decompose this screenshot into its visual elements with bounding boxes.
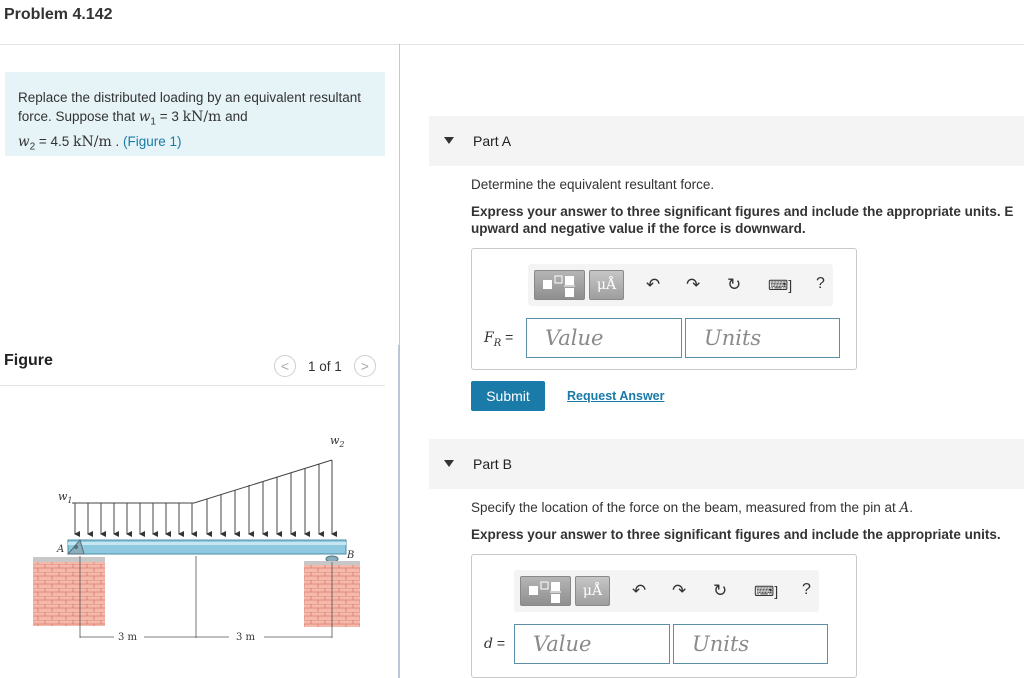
figure-page-count: 1 of 1 [308,358,342,374]
label-a: A [57,544,65,555]
help-icon[interactable]: ? [816,275,825,292]
redo-icon[interactable]: ↷ [672,581,687,600]
templates-icon [535,271,586,301]
problem-statement [5,72,385,156]
dim-label-2: 3 m [236,632,256,643]
part-a-answer-box [471,248,857,370]
part-a-instruction-2: upward and negative value if the force is downward. [471,221,806,236]
keyboard-icon[interactable]: ⌨] [768,277,793,293]
reset-icon[interactable]: ↻ [713,581,728,600]
header-divider [0,44,1024,45]
part-b-toolbar [514,570,819,612]
part-a-label: Part A [473,133,512,149]
undo-icon[interactable]: ↶ [632,581,647,600]
figure-pager [274,353,376,379]
next-figure-button[interactable]: > [354,355,376,377]
help-icon[interactable]: ? [802,581,811,598]
left-wall [33,562,105,626]
d-value-input[interactable]: Value [514,624,670,664]
redo-icon[interactable]: ↷ [686,275,701,294]
figure-divider [0,385,385,386]
w1-label: $w_1$ [58,490,73,505]
part-b-label: Part B [473,456,512,472]
part-b-header[interactable] [429,439,1024,489]
templates-button[interactable] [520,576,571,606]
templates-button[interactable] [534,270,585,300]
submit-button[interactable]: Submit [471,381,545,411]
d-units-input[interactable]: Units [673,624,828,664]
part-b-question: Specify the location of the force on the beam, measured from the pin at A. [471,500,914,516]
problem-title: Problem 4.142 [4,6,113,23]
reset-icon[interactable]: ↻ [727,275,742,294]
collapse-icon [444,137,454,144]
units-button[interactable]: μÅ [589,270,624,300]
keyboard-icon[interactable]: ⌨] [754,583,779,599]
d-label: d = [484,635,506,652]
figure-title: Figure [4,352,53,369]
units-button[interactable]: μÅ [575,576,610,606]
part-b-answer-box [471,554,857,678]
w2-label: $w_2$ [330,434,345,449]
fr-value-input[interactable]: Value [526,318,682,358]
part-a-header[interactable] [429,116,1024,166]
prev-figure-button[interactable]: < [274,355,296,377]
part-b-instruction: Express your answer to three significant figures and include the appropriate units. [471,527,1001,542]
problem-line-2: force. Suppose that $w_1 = 3$ kN/m and [18,109,248,128]
problem-line-1: Replace the distributed loading by an equivalent resultant [18,90,361,105]
request-answer-link[interactable]: Request Answer [567,389,665,403]
problem-line-3: $w_2 = 4.5$ kN/m . (Figure 1) [18,133,182,153]
fr-units-input[interactable]: Units [685,318,840,358]
load-distribution [72,460,332,534]
templates-icon [521,577,572,607]
fr-label: $F_R$ = [484,329,514,349]
beam-figure [24,428,364,650]
label-b: B [347,550,355,561]
part-a-question: Determine the equivalent resultant force. [471,177,715,192]
figure-link[interactable]: (Figure 1) [123,133,182,149]
part-a-instruction-1: Express your answer to three significant figures and include the appropriate units. E [471,204,1014,219]
pane-resize-handle[interactable] [398,345,400,678]
part-a-toolbar [528,264,833,306]
dim-label-1: 3 m [118,632,138,643]
collapse-icon [444,460,454,467]
undo-icon[interactable]: ↶ [646,275,661,294]
